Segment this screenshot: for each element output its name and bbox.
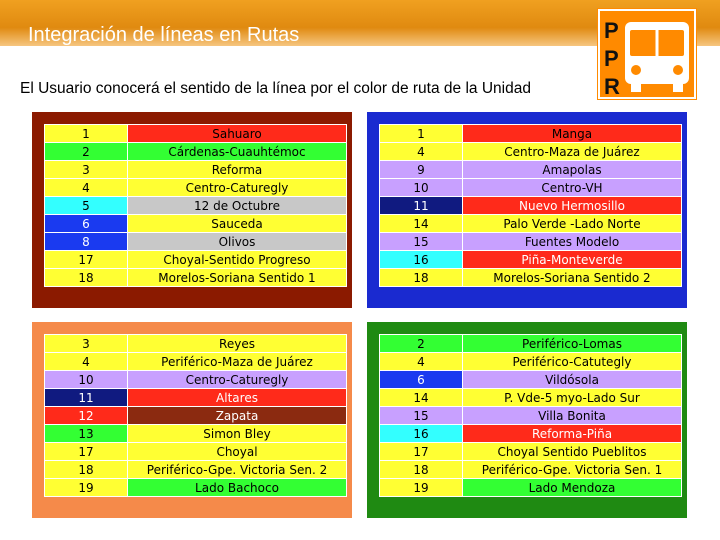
- table-row: [380, 461, 682, 479]
- table-row: [45, 425, 347, 443]
- route-name: 12 de Octubre: [128, 197, 347, 215]
- route-number: 17: [45, 251, 128, 269]
- route-name: Nuevo Hermosillo: [463, 197, 682, 215]
- route-name: Altares: [128, 389, 347, 407]
- route-number: 2: [45, 143, 128, 161]
- route-number: 16: [380, 425, 463, 443]
- route-name: Centro-VH: [463, 179, 682, 197]
- route-name: Centro-Maza de Juárez: [463, 143, 682, 161]
- route-name: Zapata: [128, 407, 347, 425]
- route-number: 9: [380, 161, 463, 179]
- route-panel-2: [367, 112, 687, 308]
- route-number: 2: [380, 335, 463, 353]
- route-number: 15: [380, 407, 463, 425]
- route-name: Morelos-Soriana Sentido 1: [128, 269, 347, 287]
- table-row: [380, 371, 682, 389]
- table-row: [380, 335, 682, 353]
- route-name: Lado Mendoza: [463, 479, 682, 497]
- route-name: Choyal: [128, 443, 347, 461]
- route-number: 13: [45, 425, 128, 443]
- table-row: [45, 179, 347, 197]
- route-number: 12: [45, 407, 128, 425]
- route-name: Manga: [463, 125, 682, 143]
- route-name: Cárdenas-Cuauhtémoc: [128, 143, 347, 161]
- icon-letter-p2: P: [604, 46, 619, 71]
- routes-table-4: [379, 334, 682, 497]
- route-name: Periférico-Gpe. Victoria Sen. 1: [463, 461, 682, 479]
- table-row: [380, 215, 682, 233]
- table-row: [45, 407, 347, 425]
- route-number: 3: [45, 335, 128, 353]
- route-number: 6: [380, 371, 463, 389]
- table-row: [45, 161, 347, 179]
- route-number: 1: [380, 125, 463, 143]
- subtitle: El Usuario conocerá el sentido de la línea por el color de ruta de la Unidad: [20, 80, 531, 97]
- route-number: 10: [380, 179, 463, 197]
- route-name: Fuentes Modelo: [463, 233, 682, 251]
- route-number: 14: [380, 389, 463, 407]
- route-number: 5: [45, 197, 128, 215]
- table-row: [380, 251, 682, 269]
- route-name: Morelos-Soriana Sentido 2: [463, 269, 682, 287]
- route-number: 4: [45, 179, 128, 197]
- route-number: 11: [45, 389, 128, 407]
- route-name: Amapolas: [463, 161, 682, 179]
- route-name: Piña-Monteverde: [463, 251, 682, 269]
- table-row: [45, 461, 347, 479]
- route-panel-3: [32, 322, 352, 518]
- table-row: [45, 335, 347, 353]
- route-number: 4: [45, 353, 128, 371]
- route-number: 14: [380, 215, 463, 233]
- route-number: 1: [45, 125, 128, 143]
- route-panel-4: [367, 322, 687, 518]
- icon-letter-p1: P: [604, 18, 619, 43]
- route-name: Sauceda: [128, 215, 347, 233]
- table-row: [45, 125, 347, 143]
- table-row: [380, 143, 682, 161]
- route-name: Periférico-Lomas: [463, 335, 682, 353]
- route-name: Choyal-Sentido Progreso: [128, 251, 347, 269]
- icon-letter-r: R: [604, 74, 620, 99]
- routes-table-2: [379, 124, 682, 287]
- table-row: [380, 425, 682, 443]
- table-row: [45, 251, 347, 269]
- table-row: [45, 443, 347, 461]
- route-number: 4: [380, 143, 463, 161]
- table-row: [380, 269, 682, 287]
- route-name: Simon Bley: [128, 425, 347, 443]
- route-number: 19: [45, 479, 128, 497]
- routes-table-3: [44, 334, 347, 497]
- route-name: Reyes: [128, 335, 347, 353]
- route-name: Lado Bachoco: [128, 479, 347, 497]
- route-name: P. Vde-5 myo-Lado Sur: [463, 389, 682, 407]
- route-number: 11: [380, 197, 463, 215]
- route-number: 17: [45, 443, 128, 461]
- table-row: [380, 389, 682, 407]
- route-name: Reforma-Piña: [463, 425, 682, 443]
- table-row: [380, 161, 682, 179]
- table-row: [380, 443, 682, 461]
- route-name: Sahuaro: [128, 125, 347, 143]
- route-number: 10: [45, 371, 128, 389]
- table-row: [380, 197, 682, 215]
- route-number: 3: [45, 161, 128, 179]
- route-name: Choyal Sentido Pueblitos: [463, 443, 682, 461]
- route-name: Olivos: [128, 233, 347, 251]
- route-number: 18: [380, 269, 463, 287]
- route-number: 19: [380, 479, 463, 497]
- route-name: Centro-Caturegly: [128, 371, 347, 389]
- table-row: [380, 233, 682, 251]
- table-row: [380, 179, 682, 197]
- table-row: [380, 479, 682, 497]
- table-row: [45, 197, 347, 215]
- route-name: Reforma: [128, 161, 347, 179]
- table-row: [380, 407, 682, 425]
- table-row: [380, 125, 682, 143]
- table-row: [45, 233, 347, 251]
- route-panel-1: [32, 112, 352, 308]
- route-number: 6: [45, 215, 128, 233]
- route-number: 18: [45, 461, 128, 479]
- route-number: 18: [380, 461, 463, 479]
- route-name: Centro-Caturegly: [128, 179, 347, 197]
- table-row: [45, 215, 347, 233]
- routes-table-1: [44, 124, 347, 287]
- table-row: [45, 371, 347, 389]
- route-number: 8: [45, 233, 128, 251]
- table-row: [45, 479, 347, 497]
- route-name: Periférico-Catutegly: [463, 353, 682, 371]
- slide-title: Integración de líneas en Rutas: [28, 24, 300, 46]
- route-number: 17: [380, 443, 463, 461]
- route-name: Villa Bonita: [463, 407, 682, 425]
- table-row: [45, 143, 347, 161]
- route-number: 15: [380, 233, 463, 251]
- route-name: Periférico-Gpe. Victoria Sen. 2: [128, 461, 347, 479]
- route-number: 16: [380, 251, 463, 269]
- route-number: 4: [380, 353, 463, 371]
- route-number: 18: [45, 269, 128, 287]
- table-row: [380, 353, 682, 371]
- route-name: Palo Verde -Lado Norte: [463, 215, 682, 233]
- table-row: [45, 353, 347, 371]
- route-name: Vildósola: [463, 371, 682, 389]
- table-row: [45, 389, 347, 407]
- table-row: [45, 269, 347, 287]
- route-name: Periférico-Maza de Juárez: [128, 353, 347, 371]
